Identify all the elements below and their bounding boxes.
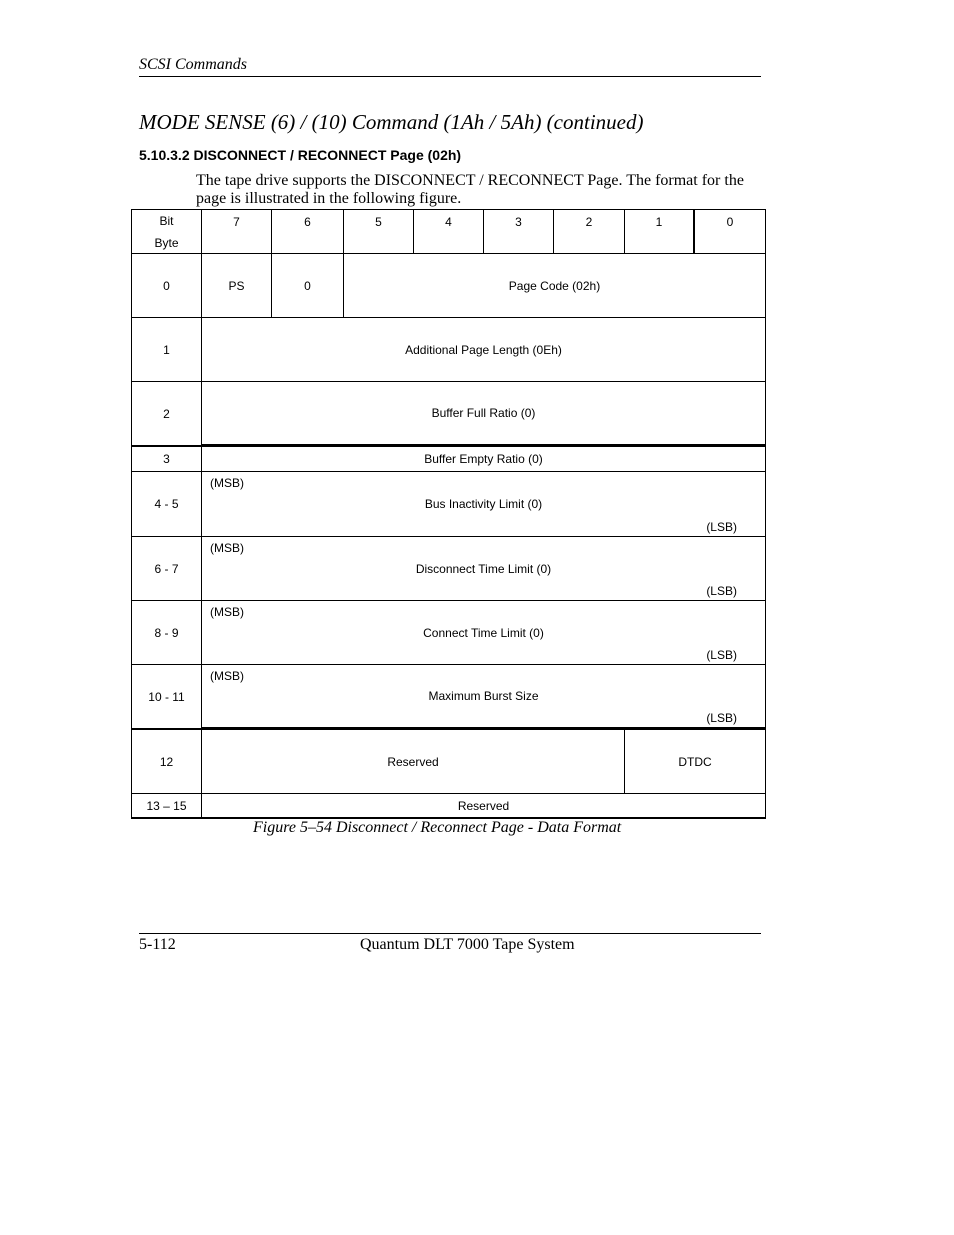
lsb-label: (LSB)	[706, 711, 737, 725]
field-label: Bus Inactivity Limit (0)	[424, 497, 543, 511]
byte-cell-8-9: 8 - 9	[131, 600, 202, 665]
bit-label: Bit	[159, 213, 174, 228]
lsb-label: (LSB)	[706, 584, 737, 598]
page-code-cell: Page Code (02h)	[343, 253, 766, 318]
buffer-empty-ratio-cell: Buffer Empty Ratio (0)	[201, 446, 766, 472]
msb-label: (MSB)	[210, 476, 244, 490]
reserved-cell-13-15: Reserved	[201, 793, 766, 819]
bit-header-3: 3	[483, 209, 554, 254]
bit-header-5: 5	[343, 209, 414, 254]
bit6-cell: 0	[271, 253, 344, 318]
byte-cell-4-5: 4 - 5	[131, 471, 202, 537]
page-title: MODE SENSE (6) / (10) Command (1Ah / 5Ah) (continued)	[139, 110, 644, 134]
lsb-label: (LSB)	[706, 648, 737, 662]
footer-book-title: Quantum DLT 7000 Tape System	[360, 936, 575, 953]
connect-time-limit-cell	[201, 600, 766, 665]
msb-label: (MSB)	[210, 605, 244, 619]
buffer-full-ratio-cell: Buffer Full Ratio (0)	[201, 381, 766, 446]
byte-cell-10-11: 10 - 11	[131, 664, 202, 729]
bit-header-1: 1	[624, 209, 695, 254]
byte-cell-13-15: 13 – 15	[131, 793, 202, 819]
byte-label: Byte	[154, 235, 179, 250]
corner-cell	[131, 209, 202, 254]
msb-label: (MSB)	[210, 669, 244, 683]
field-label: Maximum Burst Size	[428, 689, 539, 703]
bit-header-0: 0	[694, 209, 766, 254]
field-label: Disconnect Time Limit (0)	[415, 561, 552, 576]
footer-page-number: 5-112	[139, 936, 176, 953]
bit-header-6: 6	[271, 209, 344, 254]
bus-inactivity-limit-cell	[201, 471, 766, 537]
byte-cell-1: 1	[131, 317, 202, 382]
intro-paragraph: The tape drive supports the DISCONNECT / RECONNECT Page. The format for the page is illustrated in the following figure.	[196, 172, 744, 207]
running-head: SCSI Commands	[139, 56, 248, 73]
figure-caption: Figure 5–54 Disconnect / Reconnect Page - Data Format	[253, 819, 622, 836]
byte-cell-6-7: 6 - 7	[131, 536, 202, 601]
field-label: Connect Time Limit (0)	[423, 625, 544, 640]
page-format-table	[131, 209, 766, 819]
additional-page-length-cell: Additional Page Length (0Eh)	[201, 317, 766, 382]
msb-label: (MSB)	[210, 541, 244, 555]
byte-cell-0: 0	[131, 253, 202, 318]
byte-cell-2: 2	[131, 381, 202, 446]
byte-cell-3: 3	[131, 446, 202, 472]
header-rule	[139, 76, 761, 77]
bit-header-2: 2	[553, 209, 625, 254]
disconnect-time-limit-cell	[201, 536, 766, 601]
dtdc-cell: DTDC	[624, 729, 766, 794]
byte-cell-12: 12	[131, 729, 202, 794]
bit-header-7: 7	[201, 209, 272, 254]
section-heading: 5.10.3.2 DISCONNECT / RECONNECT Page (02h)	[139, 147, 462, 163]
lsb-label: (LSB)	[706, 520, 737, 534]
reserved-cell-12: Reserved	[201, 729, 625, 794]
ps-cell: PS	[201, 253, 272, 318]
bit-header-4: 4	[413, 209, 484, 254]
footer-rule	[139, 933, 761, 934]
maximum-burst-size-cell	[201, 664, 766, 729]
